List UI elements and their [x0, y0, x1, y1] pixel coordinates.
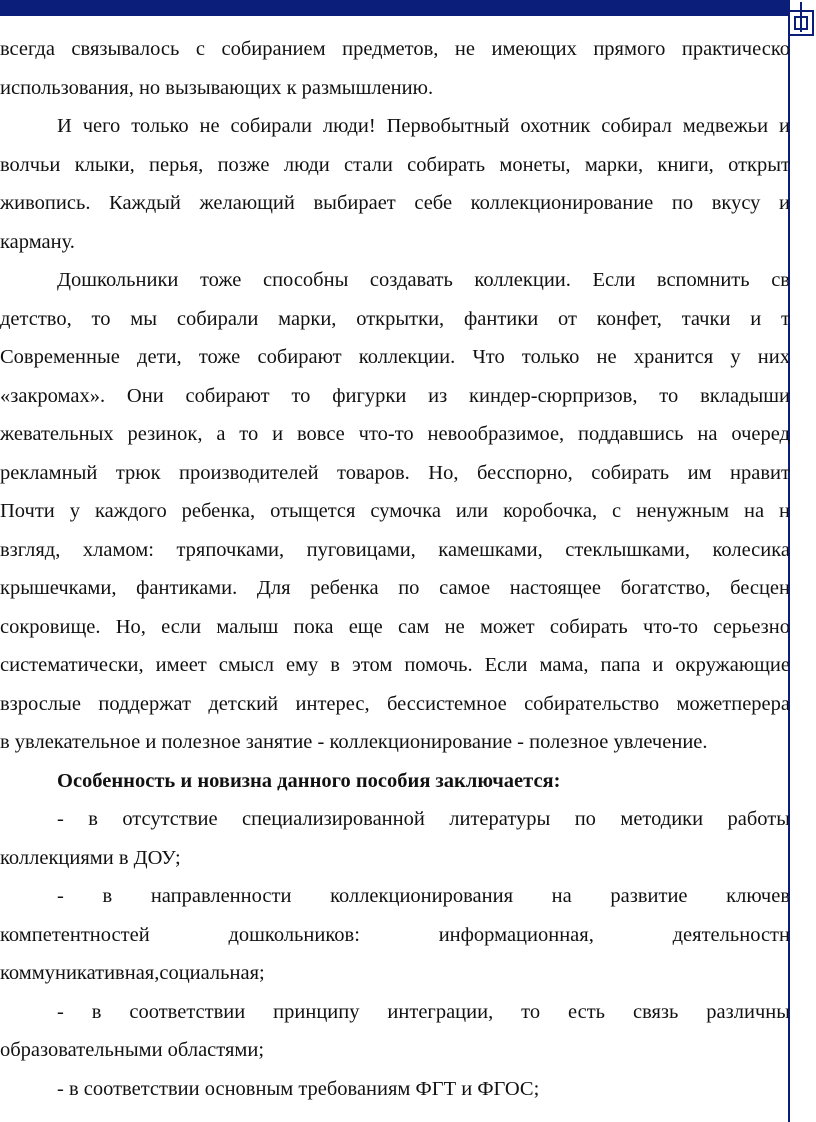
text-line: жевательных резинок, а то и вовсе что-то невообразимое, поддавшись на очеред: [0, 423, 790, 445]
document-body: [0, 32, 790, 1110]
text-line: в увлекательное и полезное занятие - коллекционирование - полезное увлечение.: [0, 731, 708, 753]
corner-ornament-icon: [786, 0, 816, 34]
section-heading: Особенность и новизна данного пособия заключается:: [57, 770, 561, 792]
text-line: образовательными областями;: [0, 1039, 265, 1061]
page-top-border: [0, 0, 796, 16]
text-line: - в отсутствие специализированной литературы по методики работы: [57, 808, 790, 830]
text-line: сокровище. Но, если малыш пока еще сам не может собирать что-то серьезно: [0, 616, 790, 638]
text-line: взрослые поддержат детский интерес, бессистемное собирательство можетперера: [0, 693, 790, 715]
text-line: всегда связывалось с собиранием предметов, не имеющих прямого практическо: [0, 38, 790, 60]
text-line: Современные дети, тоже собирают коллекции. Что только не хранится у них: [0, 346, 790, 368]
text-line: карману.: [0, 231, 75, 253]
text-line: взгляд, хламом: тряпочками, пуговицами, камешками, стеклышками, колесика: [0, 539, 790, 561]
text-line: - в соответствии основным требованиям ФГТ и ФГОС;: [57, 1078, 540, 1100]
text-line: - в направленности коллекционирования на развитие ключев: [57, 885, 790, 907]
text-line: систематически, имеет смысл ему в этом помочь. Если мама, папа и окружающие: [0, 654, 790, 676]
text-line: детство, то мы собирали марки, открытки, фантики от конфет, тачки и т: [0, 308, 790, 330]
text-line: коммуникативная,социальная;: [0, 962, 265, 984]
text-line: Почти у каждого ребенка, отыщется сумочка или коробочка, с ненужным на н: [0, 500, 790, 522]
text-line: крышечками, фантиками. Для ребенка по самое настоящее богатство, бесцен: [0, 577, 790, 599]
page-right-border: [788, 0, 816, 1122]
text-line: рекламный трюк производителей товаров. Но, бесспорно, собирать им нравит: [0, 462, 790, 484]
text-line: живопись. Каждый желающий выбирает себе коллекционирование по вкусу и: [0, 192, 790, 214]
text-line: «закромах». Они собирают то фигурки из киндер-сюрпризов, то вкладыши: [0, 385, 790, 407]
text-line: компетентностей дошкольников: информационная, деятельностн: [0, 924, 790, 946]
text-line: И чего только не собирали люди! Первобытный охотник собирал медвежьи и: [57, 115, 790, 137]
text-line: коллекциями в ДОУ;: [0, 847, 181, 869]
text-line: Дошкольники тоже способны создавать коллекции. Если вспомнить св: [57, 269, 790, 291]
text-line: - в соответствии принципу интеграции, то есть связь различны: [57, 1001, 790, 1023]
text-line: волчьи клыки, перья, позже люди стали собирать монеты, марки, книги, открыт: [0, 154, 790, 176]
text-line: использования, но вызывающих к размышлению.: [0, 77, 434, 99]
